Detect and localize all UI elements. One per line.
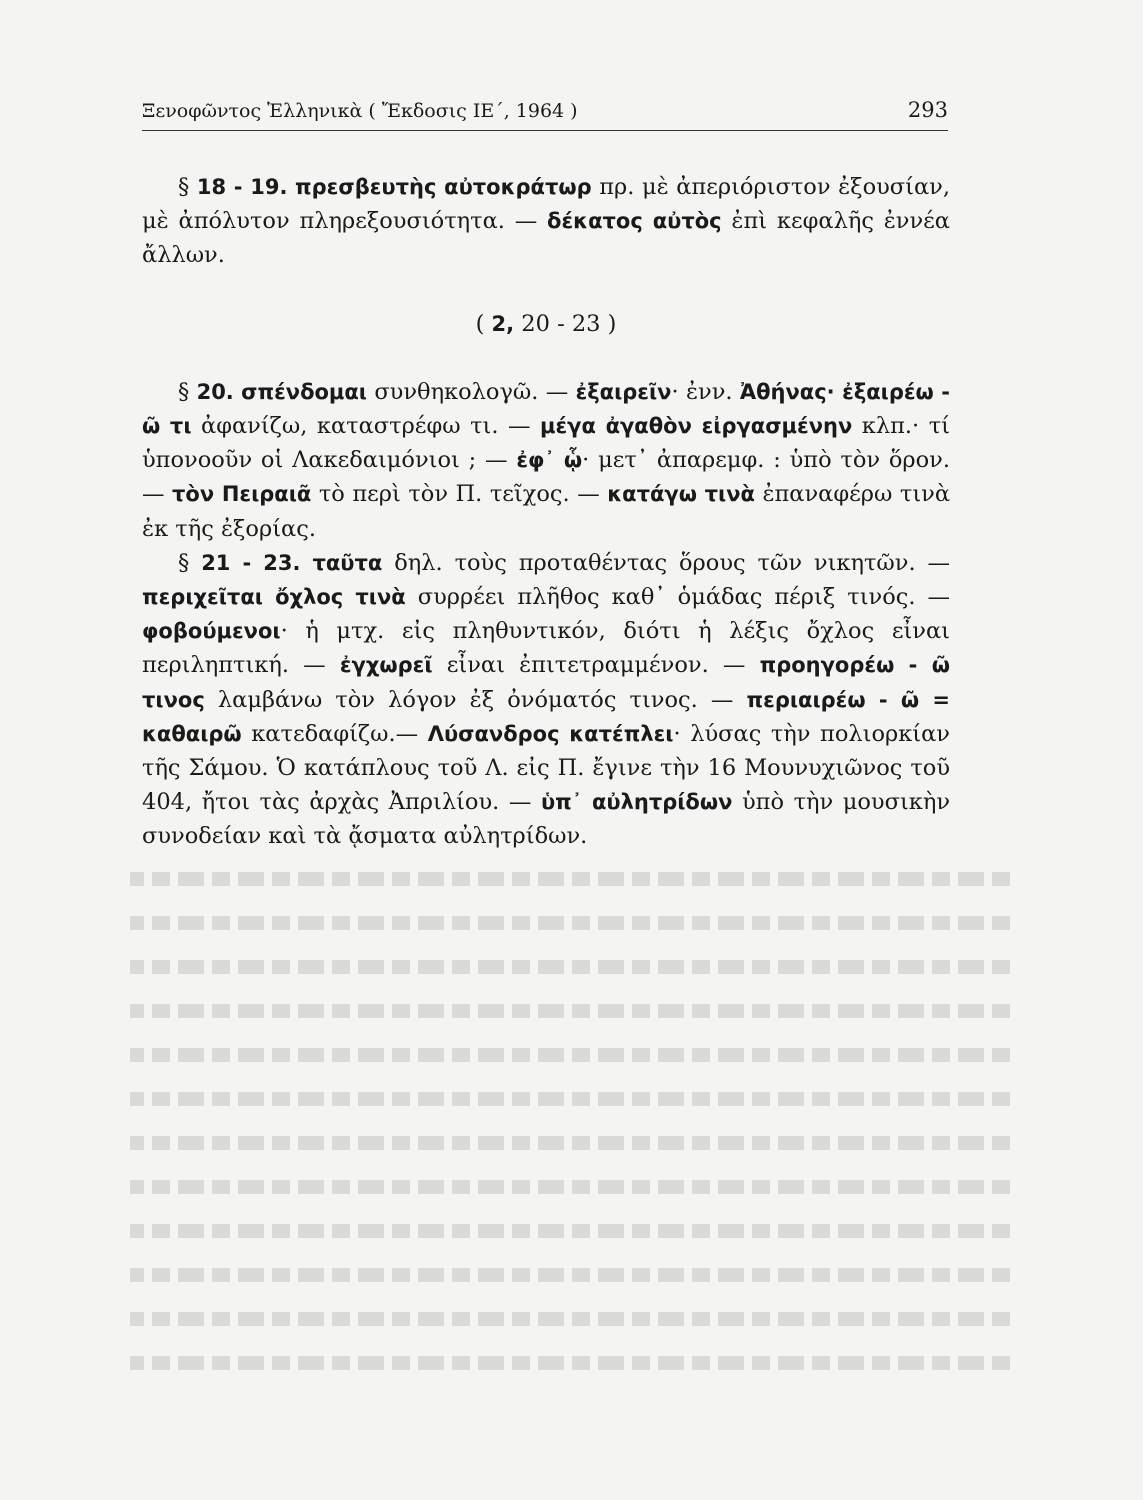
lemma: πρεσβευτὴς αὐτοκράτωρ bbox=[295, 175, 592, 199]
lemma: ἐξαιρεῖν bbox=[575, 379, 672, 404]
lemma: σπένδομαι bbox=[241, 379, 367, 404]
paragraph-section-18-19 bbox=[142, 170, 950, 273]
gloss-text: · ἐνν. bbox=[671, 378, 740, 405]
section-sign: § bbox=[178, 549, 190, 576]
section-sign: § bbox=[178, 378, 190, 405]
paragraph-section-20 bbox=[142, 375, 950, 546]
gloss-text: εἶναι ἐπιτετραμμένον. — bbox=[432, 652, 760, 679]
lemma: φοβούμενοι bbox=[142, 619, 281, 644]
gloss-text: συνθηκολογῶ. — bbox=[367, 378, 576, 405]
gloss-text: ἀφανίζω, καταστρέφω τι. — bbox=[191, 413, 541, 440]
lemma: ταῦτα bbox=[312, 550, 383, 575]
lemma: περιαιρέω - ῶ = καθαιρῶ bbox=[142, 687, 950, 746]
lemma: ἐγχωρεῖ bbox=[339, 653, 433, 678]
page-number: 293 bbox=[907, 98, 948, 122]
section-number: 18 - 19. bbox=[196, 175, 288, 199]
section-heading: ( 2, 20 - 23 ) bbox=[475, 310, 617, 337]
running-title: Ξενοφῶντος Ἑλληνικὰ ( Ἔκδοσις ΙΕ΄, 1964 ) bbox=[142, 100, 578, 122]
lemma: προηγορέω - ῶ τινος bbox=[142, 653, 950, 712]
lemma: περιχεῖται ὄχλος τινὰ bbox=[142, 585, 406, 610]
lemma: Λύσανδρος κατέπλει bbox=[427, 721, 674, 746]
lemma: Ἀθήνας· ἐξαιρέω - ῶ τι bbox=[142, 379, 950, 439]
page-header bbox=[142, 96, 948, 131]
gloss-text: · λύσας τὴν πολιορκίαν τῆς Σάμου. Ὁ κατάπλους τοῦ Λ. εἰς Π. ἔγινε τὴν 16 Μουνυχιῶνος τοῦ 404, ἤτοι τὰς ἀρχὰς Ἀπριλίου. — bbox=[142, 720, 950, 816]
lemma: ὑπ᾽ αὐλητρίδων bbox=[540, 790, 733, 815]
lemma: τὸν Πειραιᾶ bbox=[172, 482, 312, 507]
gloss-text: πρ. μὲ ἀπεριόριστον ἐξουσίαν, μὲ ἀπόλυτον πληρεξουσιότητα. — bbox=[142, 174, 950, 235]
lemma: δέκατος αὐτὸς bbox=[547, 209, 722, 234]
gloss-text: ἐπὶ κεφαλῆς ἐννέα ἄλλων. bbox=[142, 208, 951, 269]
paragraph-section-21-23 bbox=[142, 546, 950, 854]
gloss-text: κατεδαφίζω.— bbox=[241, 720, 428, 747]
section-number: 21 - 23. bbox=[201, 550, 301, 575]
gloss-text: ἐπαναφέρω τινὰ ἐκ τῆς ἐξορίας. bbox=[142, 481, 951, 542]
chapter-number: 2, bbox=[491, 311, 515, 336]
gloss-text: λαμβάνω τὸν λόγον ἐξ ὀνόματός τινος. — bbox=[204, 686, 747, 713]
gloss-text: τὸ περὶ τὸν Π. τεῖχος. — bbox=[311, 481, 608, 508]
section-number: 20. bbox=[196, 379, 234, 404]
gloss-text: · μετ᾽ ἀπαρεμφ. : ὑπὸ τὸν ὅρον. — bbox=[142, 447, 951, 508]
gloss-text: κλπ.· τί ὑπονοοῦν οἱ Λακεδαιμόνιοι ; — bbox=[142, 413, 950, 474]
section-sign: § bbox=[178, 174, 190, 200]
gloss-text: ὑπὸ τὴν μουσικὴν συνοδείαν καὶ τὰ ᾄσματα αὐλητρίδων. bbox=[142, 789, 950, 850]
gloss-text: δηλ. τοὺς προταθέντας ὅρους τῶν νικητῶν. — bbox=[382, 549, 951, 576]
lemma: ἐφ᾽ ᾧ bbox=[516, 448, 583, 473]
body-text bbox=[142, 170, 950, 854]
gloss-text: · ἡ μτχ. εἰς πληθυντικόν, διότι ἡ λέξις ὄχλος εἶναι περιληπτική. — bbox=[142, 618, 950, 679]
lemma: μέγα ἀγαθὸν εἰργασμένην bbox=[540, 414, 853, 439]
gloss-text: συρρέει πλῆθος καθ᾽ ὁμάδας πέριξ τινός. — bbox=[405, 584, 950, 611]
lemma: κατάγω τινὰ bbox=[607, 482, 755, 507]
bleed-through-texture bbox=[130, 860, 1010, 1380]
